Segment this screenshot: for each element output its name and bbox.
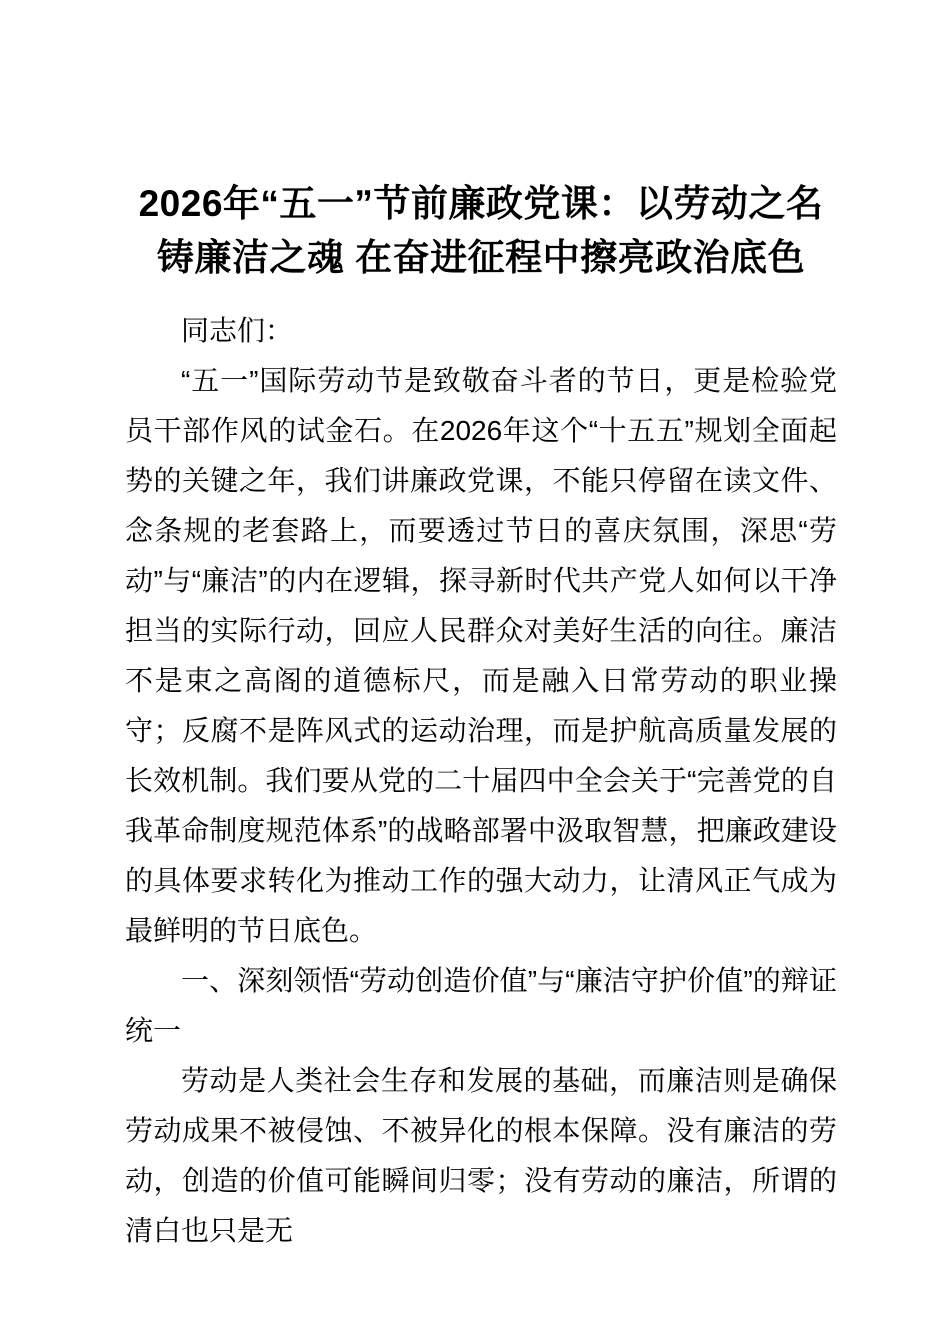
section-heading-1: 一、深刻领悟“劳动创造价值”与“廉洁守护价值”的辩证统一 bbox=[125, 965, 837, 1046]
paragraph-2: 劳动是人类社会生存和发展的基础，而廉洁则是确保劳动成果不被侵蚀、不被异化的根本保障。没有廉洁的劳动，创造的价值可能瞬间归零；没有劳动的廉洁，所谓的清白也只是无 bbox=[125, 1065, 837, 1246]
title-line-2: 铸廉洁之魂 在奋进征程中擦亮政治底色 bbox=[156, 237, 806, 278]
document-title bbox=[125, 177, 837, 285]
salutation: 同志们： bbox=[181, 315, 294, 346]
title-line-1: 2026年“五一”节前廉政党课：以劳动之名 bbox=[138, 183, 824, 224]
document-body bbox=[125, 306, 837, 1256]
paragraph-1: “五一”国际劳动节是致敬奋斗者的节日，更是检验党员干部作风的试金石。在2026年这个“十五五”规划全面起势的关键之年，我们讲廉政党课，不能只停留在读文件、念条规的老套路上，而要透过节日的喜庆氛围，深思“劳动”与“廉洁”的内在逻辑，探寻新时代共产党人如何以干净担当的实际行动，回应人民群众对美好生活的向往。廉洁不是束之高阁的道德标尺，而是融入日常劳动的职业操守；反腐不是阵风式的运动治理，而是护航高质量发展的长效机制。我们要从党的二十届四中全会关于“完善党的自我革命制度规范体系”的战略部署中汲取智慧，把廉政建设的具体要求转化为推动工作的强大动力，让清风正气成为最鲜明的节日底色。 bbox=[125, 365, 837, 946]
